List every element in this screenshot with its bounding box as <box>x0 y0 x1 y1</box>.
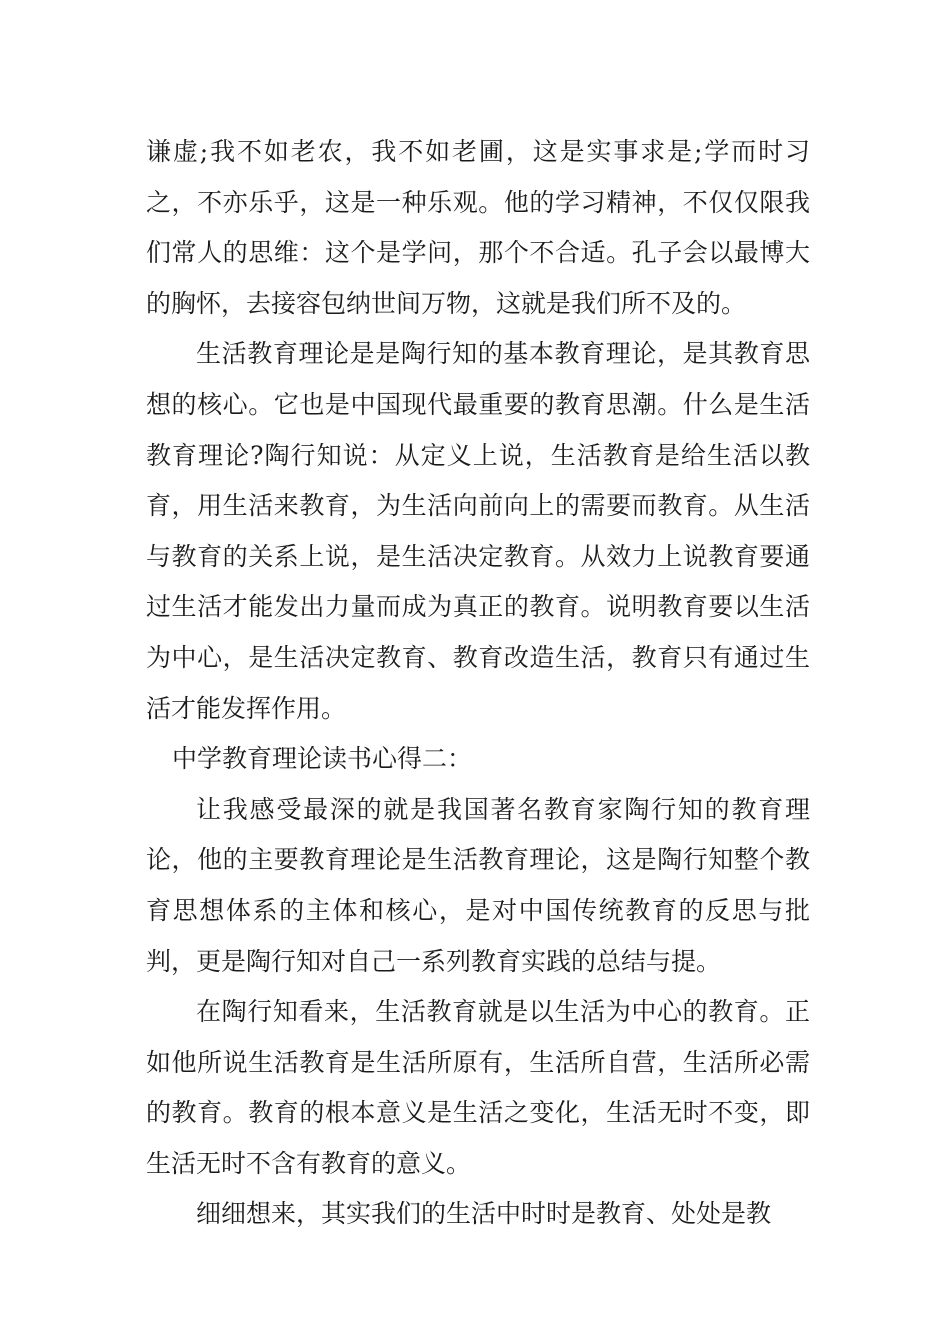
paragraph-reflection: 细细想来，其实我们的生活中时时是教育、处处是教 <box>196 1199 772 1229</box>
section-heading: 中学教育理论读书心得二： <box>172 744 473 774</box>
paragraph-deepest-impression: 让我感受最深的就是我国著名教育家陶行知的教育理论，他的主要教育理论是生活教育理论，这是陶行知整个教育思想体系的主体和核心，是对中国传统教育的反思与批判，更是陶行知对自己一系列教育实践的总结与提。 <box>146 794 810 976</box>
body-text <box>146 127 810 1240</box>
paragraph-continued: 谦虚;我不如老农，我不如老圃，这是实事求是;学而时习之，不亦乐乎，这是一种乐观。他的学习精神，不仅仅限我们常人的思维：这个是学问，那个不合适。孔子会以最博大的胸怀，去接容包纳世间万物，这就是我们所不及的。 <box>146 137 810 318</box>
paragraph-life-centered-education: 在陶行知看来，生活教育就是以生活为中心的教育。正如他所说生活教育是生活所原有，生活所自营，生活所必需的教育。教育的根本意义是生活之变化，生活无时不变，即生活无时不含有教育的意义。 <box>146 997 810 1178</box>
paragraph-life-education-theory: 生活教育理论是是陶行知的基本教育理论，是其教育思想的核心。它也是中国现代最重要的教育思潮。什么是生活教育理论?陶行知说：从定义上说，生活教育是给生活以教育，用生活来教育，为生活向前向上的需要而教育。从生活与教育的关系上说，是生活决定教育。从效力上说教育要通过生活才能发出力量而成为真正的教育。说明教育要以生活为中心，是生活决定教育、教育改造生活，教育只有通过生活才能发挥作用。 <box>146 339 810 723</box>
